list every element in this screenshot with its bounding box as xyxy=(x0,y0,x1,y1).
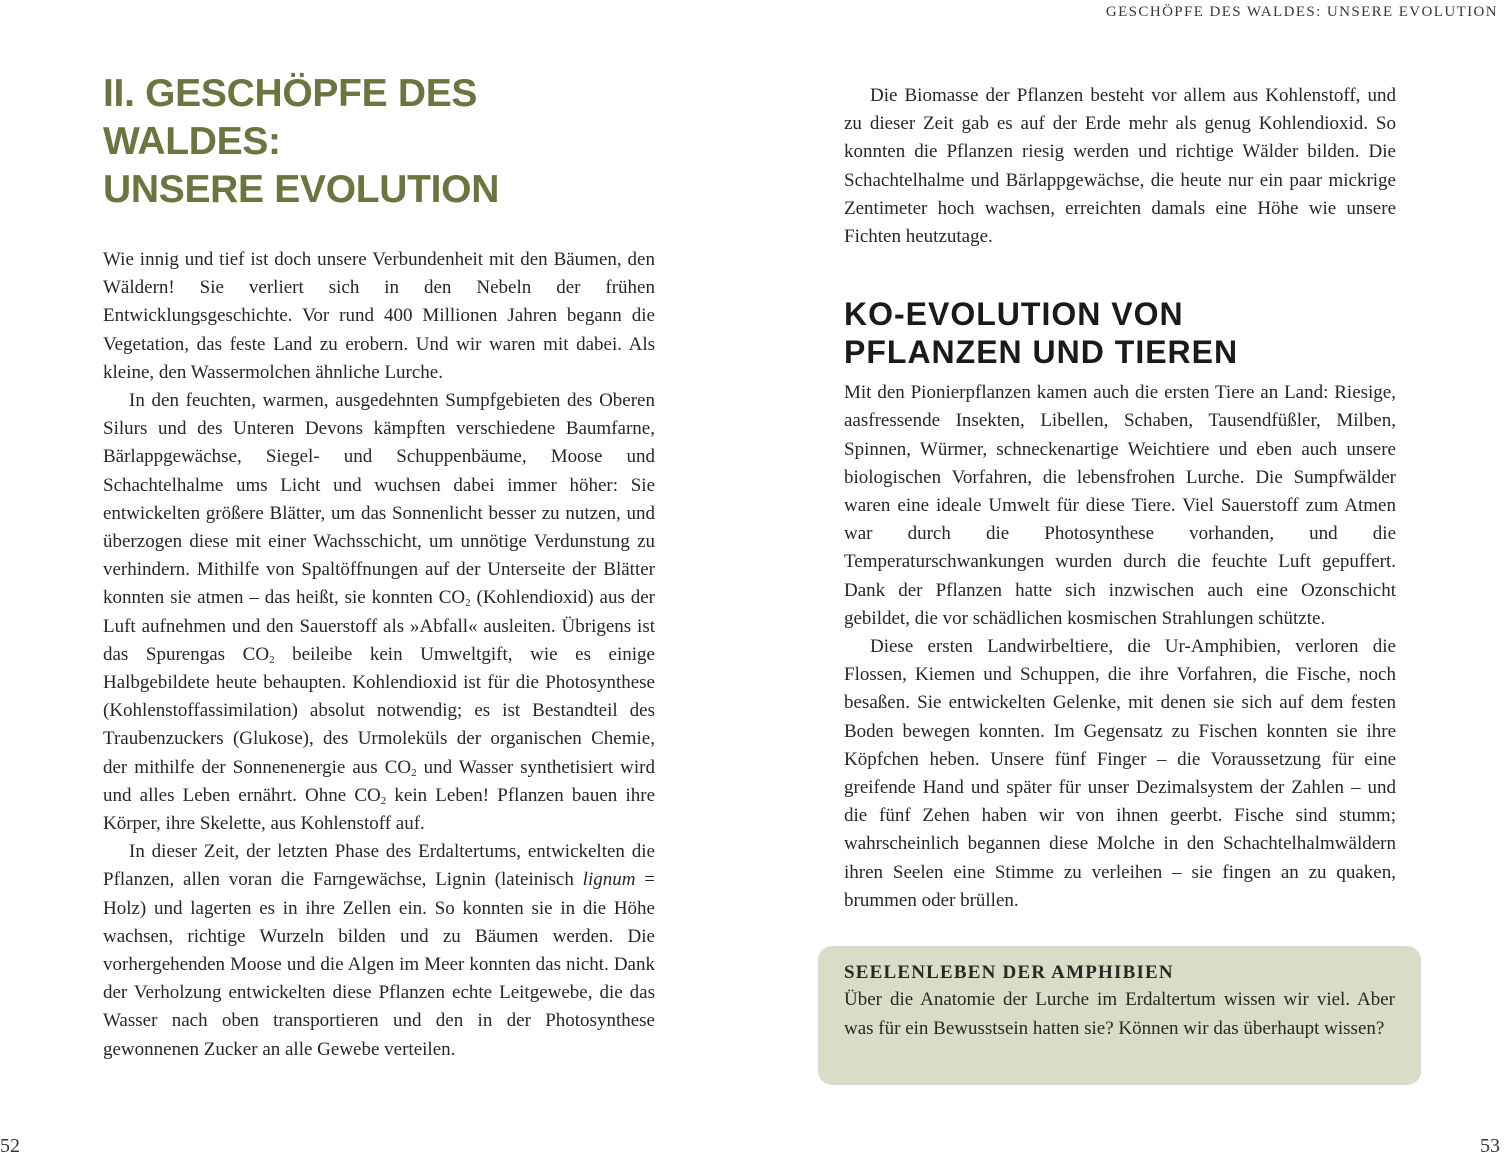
paragraph-intro: Wie innig und tief ist doch unsere Verbundenheit mit den Bäumen, den Wäldern! Sie verliert sich in den Nebeln der frühen Entwicklungsgeschichte. Vor rund 400 Millionen Jahren begann die Vegetation, das feste Land zu erobern. Und wir waren mit dabei. Als kleine, den Wassermolchen ähnliche Lurche. xyxy=(103,249,655,383)
paragraph-sumpfgebiete: In den feuchten, warmen, ausgedehnten Sumpfgebieten des Oberen Silurs und des Unteren Devons kämpften verschiedene Baumfarne, Bärlappgewächse, Siegel- und Schuppenbäume, Moose und Schachtelhalme ums Licht und wuchsen dabei immer höher: Sie entwickelten größere Blätter, um das Sonnenlicht besser zu nutzen, und überzogen diese mit einer Wachsschicht, um unnötige Verdunstung zu verhindern. Mithilfe von Spaltöffnungen auf der Unterseite der Blätter konnten sie atmen – das heißt, sie konnten $CO_2$ (Kohlendioxid) aus der Luft aufnehmen und den Sauerstoff als »Abfall« ausleiten. Übrigens ist das Spurengas $CO_2$ beileibe kein Umweltgift, wie es einige Halbgebildete heute behaupten. Kohlendioxid ist für die Photosynthese (Kohlenstoffassimilation) absolut notwendig; es ist Bestandteil des Traubenzuckers (Glukose), des Urmoleküls der organischen Chemie, der mithilfe der Sonnenenergie aus $CO_2$ und Wasser synthetisiert wird und alles Leben ernährt. Ohne $CO_2$ kein Leben! Pflanzen bauen ihre Körper, ihre Skelette, aus Kohlenstoff auf. xyxy=(103,390,655,835)
page-number-right: 53 xyxy=(1480,1135,1500,1157)
paragraph-pionierpflanzen: Mit den Pionierpflanzen kamen auch die ersten Tiere an Land: Riesige, aasfressende Insekten, Libellen, Schaben, Tausendfüßler, Milben, Spinnen, Würmer, schneckenartige Weichtiere und eben auch unsere biologischen Vorfahren, die lebensfrohen Lurche. Die Sumpfwälder waren eine ideale Umwelt für diese Tiere. Viel Sauerstoff zum Atmen war durch die Photosynthese vorhanden, und die Temperaturschwankungen wurden durch die feuchte Luft gepuffert. Dank der Pflanzen hatte sich inzwischen auch eine Ozonschicht gebildet, die vor schädlichen kosmischen Strahlungen schützte. xyxy=(844,382,1396,629)
right-page-column xyxy=(844,82,1396,915)
section-title xyxy=(844,295,1396,371)
chapter-title-line-2: UNSERE EVOLUTION xyxy=(103,168,500,211)
paragraph-biomasse: Die Biomasse der Pflanzen besteht vor allem aus Kohlenstoff, und zu dieser Zeit gab es auf der Erde mehr als genug Kohlendioxid. So konnten die Pflanzen riesig werden und richtige Wälder bilden. Die Schachtelhalme und Bärlappgewächse, die heute nur ein paar mickrige Zentimeter hoch wachsen, erreichten damals eine Höhe wie unsere Fichten heutzutage. xyxy=(844,85,1396,248)
chapter-title-line-1: II. GESCHÖPFE DES WALDES: xyxy=(103,72,478,163)
info-box xyxy=(818,946,1421,1085)
chapter-title xyxy=(103,70,655,214)
left-page-column xyxy=(103,70,655,1064)
italic-term: lignum xyxy=(582,869,636,891)
section-title-line-2: PFLANZEN UND TIEREN xyxy=(844,334,1239,371)
section-title-line-1: KO-EVOLUTION VON xyxy=(844,296,1184,333)
page-number-left: 52 xyxy=(0,1135,20,1157)
paragraph-landwirbeltiere: Diese ersten Landwirbeltiere, die Ur-Amphibien, verloren die Flossen, Kiemen und Schuppen, die ihre Vorfahren, die Fische, noch besaßen. Sie entwickelten Gelenke, mit denen sie sich auf dem festen Boden bewegen konnten. Im Gegensatz zu Fischen konnten sie ihre Köpfchen heben. Unsere fünf Finger – die Voraussetzung für eine greifende Hand und später für unser Dezimalsystem der Zahlen – und die fünf Zehen haben wir von ihnen geerbt. Fische sind stumm; wahrscheinlich begannen diese Molche in den Schachtelhalmwäldern ihren Seelen eine Stimme zu verleihen – sie fingen an zu quaken, brummen oder brüllen. xyxy=(844,636,1396,911)
running-head: GESCHÖPFE DES WALDES: UNSERE EVOLUTION xyxy=(1105,4,1498,20)
paragraph-lignin: In dieser Zeit, der letzten Phase des Erdaltertums, entwickelten die Pflanzen, allen voran die Farngewächse, Lignin (lateinisch lignum = Holz) und lagerten es in ihre Zellen ein. So konnten sie in die Höhe wachsen, richtige Wurzeln bilden und zu Bäumen werden. Die vorhergehenden Moose und die Algen im Meer konnten das nicht. Dank der Verholzung entwickelten diese Pflanzen echte Leitgewebe, die das Wasser nach oben transportieren und den in der Photosynthese gewonnenen Zucker an alle Gewebe verteilen. xyxy=(103,841,656,1060)
info-box-title: SEELENLEBEN DER AMPHIBIEN xyxy=(844,962,1174,983)
info-box-text: Über die Anatomie der Lurche im Erdaltertum wissen wir viel. Aber was für ein Bewusstsein hatten sie? Können wir das überhaupt wissen? xyxy=(844,989,1395,1039)
